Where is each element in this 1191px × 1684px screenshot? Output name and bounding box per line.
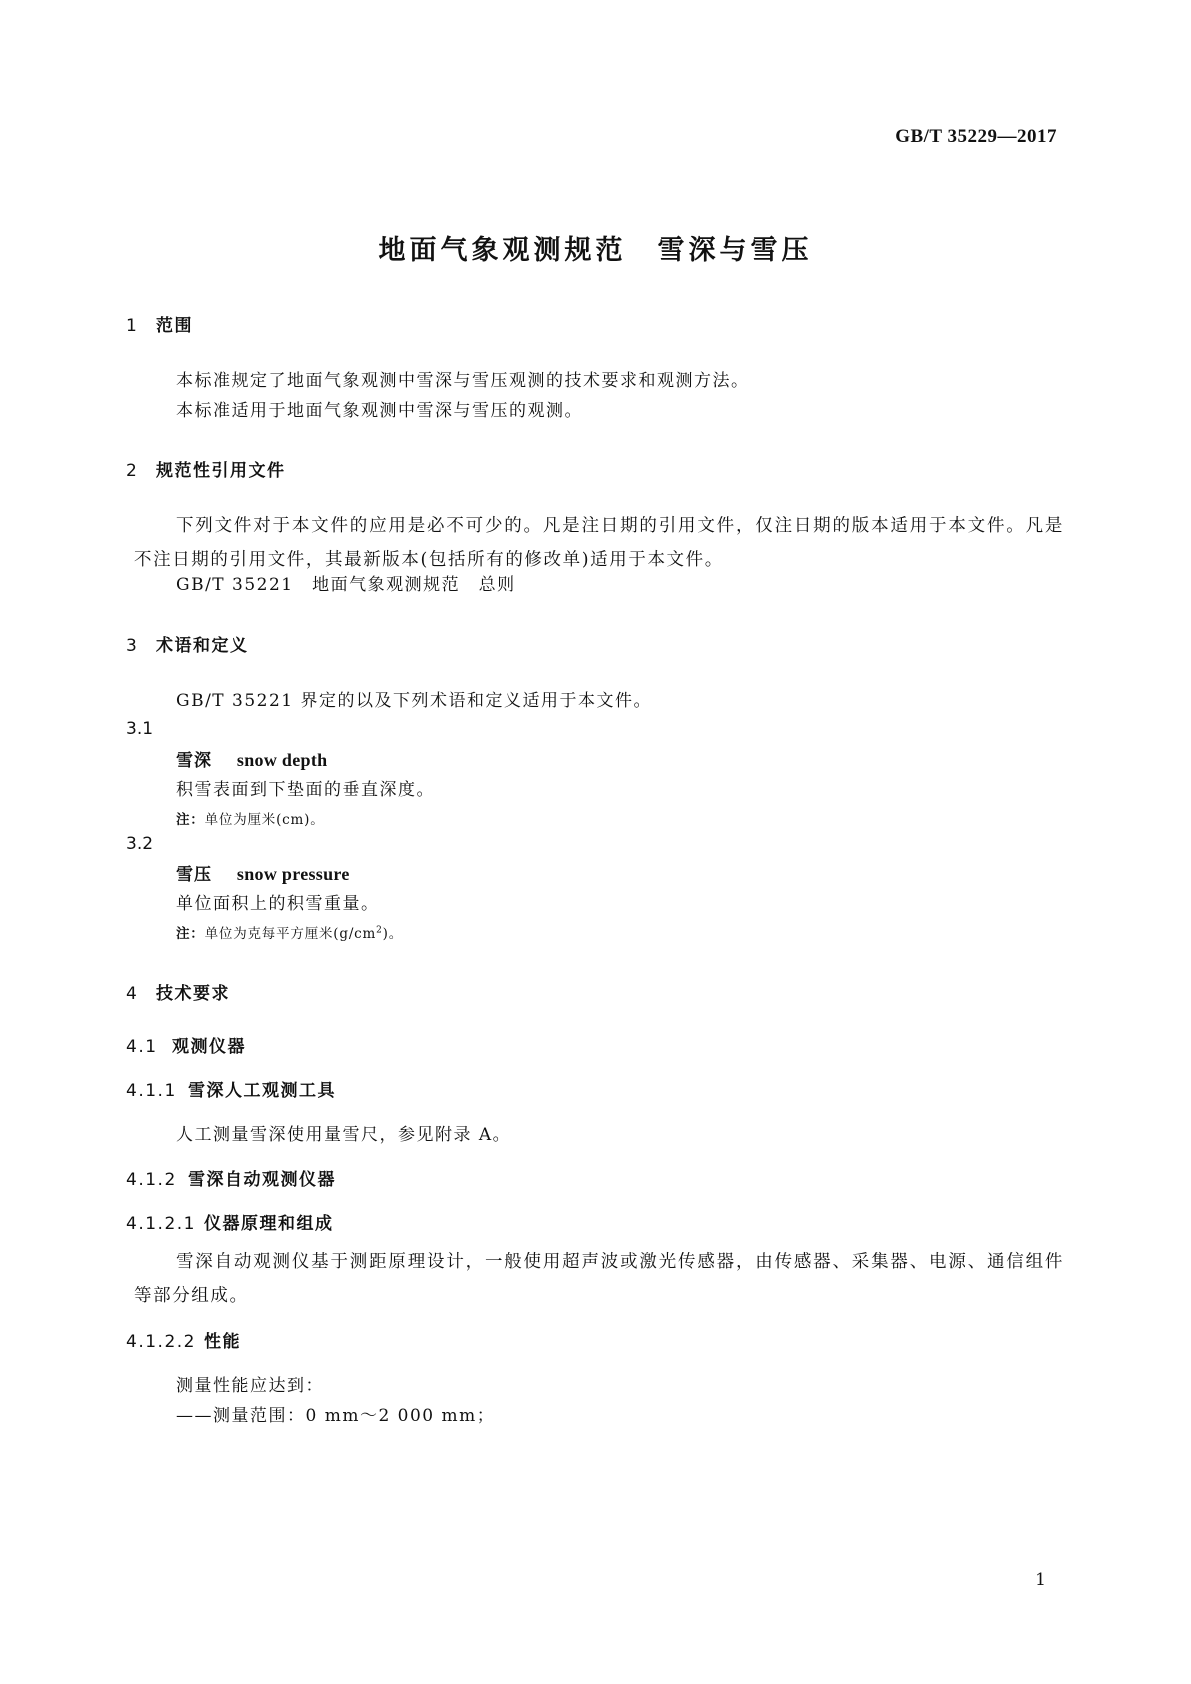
section-number: 4.1.2 — [126, 1170, 177, 1190]
section-number: 4.1 — [126, 1037, 158, 1057]
subsection-4-1-1-heading — [126, 1076, 336, 1101]
section-title: 雪深自动观测仪器 — [188, 1170, 336, 1190]
standard-code: GB/T 35229—2017 — [895, 126, 1057, 147]
section-2-heading — [126, 456, 286, 481]
term-heading — [176, 860, 350, 885]
note-text-end: )。 — [382, 926, 404, 942]
section-number: 1 — [126, 316, 139, 336]
subsection-4-1-2-heading — [126, 1165, 336, 1190]
term-note — [176, 922, 403, 942]
term-english: snow depth — [236, 750, 328, 770]
section-number: 4.1.2.1 — [126, 1214, 196, 1234]
paragraph: 本标准适用于地面气象观测中雪深与雪压的观测。 — [176, 401, 583, 421]
term-definition: 单位面积上的积雪重量。 — [176, 894, 380, 914]
document-title: 地面气象观测规范 雪深与雪压 — [378, 235, 813, 266]
note-text: 单位为克每平方厘米(g/cm — [204, 926, 377, 942]
note-label: 注： — [176, 926, 205, 942]
section-title: 仪器原理和组成 — [204, 1214, 334, 1234]
note-label: 注： — [176, 812, 205, 828]
section-number: 4.1.1 — [126, 1081, 177, 1101]
term-heading — [176, 746, 327, 771]
paragraph: 人工测量雪深使用量雪尺，参见附录 A。 — [176, 1125, 512, 1145]
term-english: snow pressure — [236, 864, 350, 884]
section-title: 规范性引用文件 — [156, 461, 286, 481]
section-title: 术语和定义 — [156, 636, 249, 656]
section-1-heading — [126, 311, 193, 336]
section-title: 雪深人工观测工具 — [188, 1081, 336, 1101]
term-number: 3.1 — [126, 719, 154, 739]
section-4-heading — [126, 979, 230, 1004]
paragraph: 测量性能应达到： — [176, 1376, 324, 1396]
page-number: 1 — [1035, 1570, 1046, 1590]
section-title: 技术要求 — [156, 984, 230, 1004]
section-title: 观测仪器 — [172, 1037, 246, 1057]
section-number: 3 — [126, 636, 139, 656]
section-title: 性能 — [204, 1332, 241, 1352]
list-item: ——测量范围：0 mm～2 000 mm； — [176, 1406, 496, 1426]
paragraph: 下列文件对于本文件的应用是必不可少的。凡是注日期的引用文件，仅注日期的版本适用于本文件。凡是不注日期的引用文件，其最新版本(包括所有的修改单)适用于本文件。 — [134, 516, 1064, 570]
term-chinese: 雪压 — [176, 865, 212, 885]
term-number: 3.2 — [126, 834, 154, 854]
term-definition: 积雪表面到下垫面的垂直深度。 — [176, 780, 435, 800]
term-chinese: 雪深 — [176, 751, 212, 771]
normative-reference: GB/T 35221 地面气象观测规范 总则 — [176, 575, 516, 595]
section-number: 4 — [126, 984, 139, 1004]
term-note — [176, 808, 325, 828]
paragraph: 雪深自动观测仪基于测距原理设计，一般使用超声波或激光传感器，由传感器、采集器、电源、通信组件等部分组成。 — [134, 1252, 1064, 1306]
paragraph: GB/T 35221 界定的以及下列术语和定义适用于本文件。 — [176, 691, 653, 711]
section-number: 4.1.2.2 — [126, 1332, 196, 1352]
subsection-4-1-2-2-heading — [126, 1327, 241, 1352]
section-number: 2 — [126, 461, 139, 481]
subsection-4-1-heading — [126, 1032, 246, 1057]
note-text: 单位为厘米(cm)。 — [204, 812, 325, 828]
paragraph: 本标准规定了地面气象观测中雪深与雪压观测的技术要求和观测方法。 — [176, 371, 750, 391]
section-title: 范围 — [156, 316, 193, 336]
note-superscript: 2 — [376, 925, 383, 936]
section-3-heading — [126, 631, 249, 656]
subsection-4-1-2-1-heading — [126, 1209, 334, 1234]
